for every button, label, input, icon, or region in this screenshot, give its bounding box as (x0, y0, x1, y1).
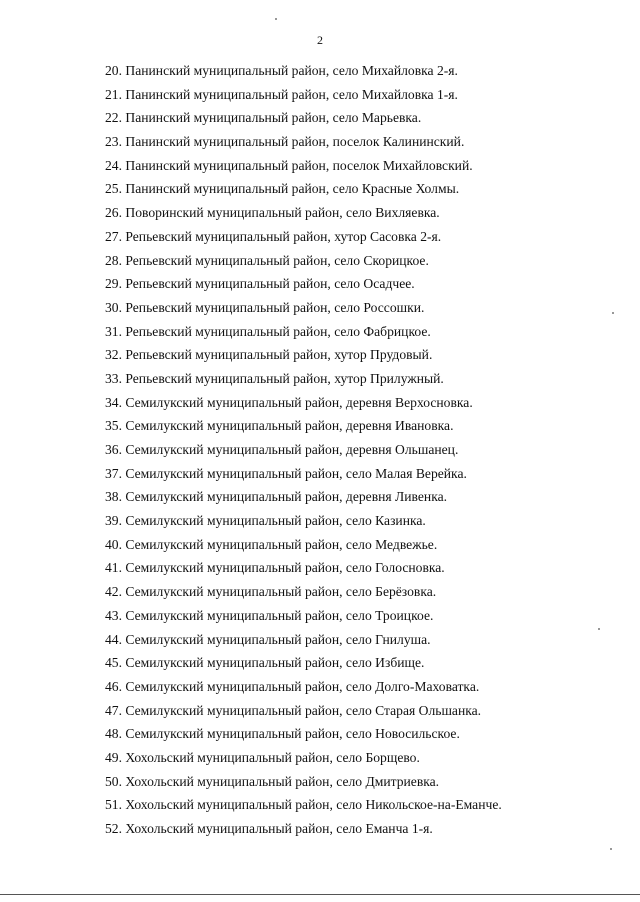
list-item: 44. Семилукский муниципальный район, село Гнилуша. (105, 631, 431, 647)
list-item: 46. Семилукский муниципальный район, село Долго-Маховатка. (105, 678, 480, 694)
list-item: 45. Семилукский муниципальный район, село Избище. (105, 655, 425, 671)
list-item: 35. Семилукский муниципальный район, деревня Ивановка. (105, 418, 454, 434)
list-item: 49. Хохольский муниципальный район, село Борщево. (105, 749, 420, 765)
list-item: 29. Репьевский муниципальный район, село Осадчее. (105, 276, 415, 292)
list-item: 50. Хохольский муниципальный район, село Дмитриевка. (105, 773, 440, 789)
scan-speck (610, 848, 612, 850)
list-item: 41. Семилукский муниципальный район, село Голосновка. (105, 560, 445, 576)
list-item: 51. Хохольский муниципальный район, село Никольское-на-Еманче. (105, 797, 502, 813)
list-item: 21. Панинский муниципальный район, село Михайловка 1-я. (105, 86, 458, 102)
list-item: 47. Семилукский муниципальный район, село Старая Ольшанка. (105, 702, 482, 718)
list-item: 24. Панинский муниципальный район, поселок Михайловский. (105, 157, 473, 173)
list-item: 39. Семилукский муниципальный район, село Казинка. (105, 513, 426, 529)
list-item: 20. Панинский муниципальный район, село Михайловка 2-я. (105, 63, 458, 78)
list-item: 27. Репьевский муниципальный район, хутор Сасовка 2-я. (105, 228, 442, 244)
list-item: 52. Хохольский муниципальный район, село Еманча 1-я. (105, 821, 433, 836)
list-item: 37. Семилукский муниципальный район, село Малая Верейка. (105, 465, 467, 481)
list-item: 43. Семилукский муниципальный район, село Троицкое. (105, 607, 434, 623)
list-item: 22. Панинский муниципальный район, село Марьевка. (105, 110, 422, 126)
list-item: 25. Панинский муниципальный район, село Красные Холмы. (105, 181, 460, 197)
list-item: 26. Поворинский муниципальный район, село Вихляевка. (105, 205, 440, 221)
list-item: 36. Семилукский муниципальный район, деревня Ольшанец. (105, 442, 459, 457)
list-item: 38. Семилукский муниципальный район, деревня Ливенка. (105, 489, 448, 505)
list-item: 32. Репьевский муниципальный район, хутор Прудовый. (105, 347, 433, 363)
list-item: 33. Репьевский муниципальный район, хутор Прилужный. (105, 370, 444, 386)
page-bottom-edge (0, 894, 640, 895)
list-item: 40. Семилукский муниципальный район, село Медвежье. (105, 536, 438, 552)
scan-speck (275, 18, 277, 20)
scan-speck (612, 312, 614, 314)
scan-speck (598, 628, 600, 630)
list-item: 23. Панинский муниципальный район, поселок Калининский. (105, 134, 465, 150)
list-item: 42. Семилукский муниципальный район, село Берёзовка. (105, 584, 437, 600)
list-item: 48. Семилукский муниципальный район, село Новосильское. (105, 726, 460, 742)
settlement-list (105, 59, 502, 841)
list-item: 34. Семилукский муниципальный район, деревня Верхосновка. (105, 394, 473, 410)
page-number: 2 (317, 33, 323, 47)
list-item: 28. Репьевский муниципальный район, село Скорицкое. (105, 252, 429, 268)
list-item: 31. Репьевский муниципальный район, село Фабрицкое. (105, 323, 431, 339)
list-item: 30. Репьевский муниципальный район, село Россошки. (105, 299, 425, 315)
